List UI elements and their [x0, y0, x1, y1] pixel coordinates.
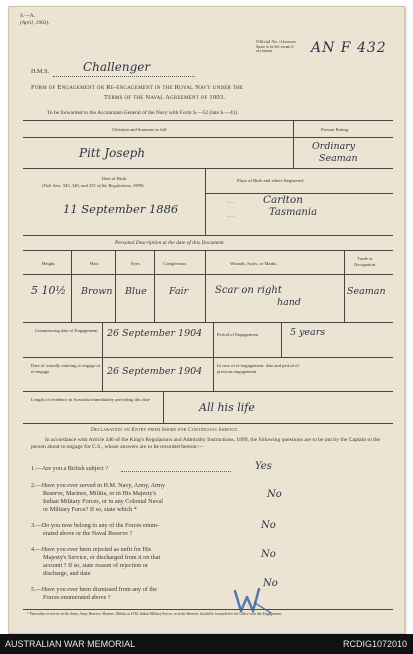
rating-label: Present Rating	[321, 127, 348, 132]
question-2-line3: Indian Military Forces, or in any Colonial Naval	[43, 498, 163, 505]
rule	[23, 168, 393, 169]
rule	[23, 274, 393, 275]
wounds-value-1: Scar on right	[215, 285, 282, 296]
question-4-line1: 4.—Have you ever been rejected as unfit for His	[31, 546, 152, 553]
footer-source: AUSTRALIAN WAR MEMORIAL	[5, 639, 136, 649]
ink-stamp-mark	[231, 585, 277, 617]
dots: ......	[227, 213, 234, 218]
hms-value: Challenger	[83, 60, 151, 74]
col-height: Height.	[42, 261, 56, 266]
dob-value: 11 September 1886	[63, 202, 179, 216]
forward-note: To be forwarded to the Accountant-General of the Navy with Form S.—52 (late S.—41).	[47, 110, 239, 116]
hms-label: H.M.S.	[31, 68, 50, 75]
question-1: 1.—Are you a British subject ?	[31, 465, 108, 472]
reengage-label: In case of re-engagement, date and period of previous engagement	[217, 363, 299, 374]
description-heading: Personal Description at the date of this Document.	[115, 240, 225, 246]
answer-1: Yes	[255, 461, 272, 472]
divider	[205, 169, 206, 235]
answer-3: No	[261, 520, 276, 531]
name-label: Christian and Surname in full.	[112, 127, 168, 132]
hms-dotted-line	[53, 76, 195, 77]
col-complexion: Complexion.	[163, 261, 187, 266]
official-no-value: AN F 432	[311, 40, 387, 56]
rule	[23, 423, 393, 424]
hair-value: Brown	[81, 286, 113, 297]
col-hair: Hair.	[90, 261, 100, 266]
commencing-value: 26 September 1904	[107, 328, 203, 339]
commencing-label: Commencing date of Engagement	[35, 328, 98, 333]
pob-label: Place of Birth and where Registered.	[237, 178, 305, 183]
name-value: Pitt Joseph	[79, 146, 146, 160]
dots	[121, 471, 231, 472]
dob-label: Date of Birth.	[102, 176, 128, 181]
rule	[23, 322, 393, 323]
question-3-line1: 3.—Do you now belong to any of the Forces enum-	[31, 522, 159, 529]
divider	[281, 323, 282, 357]
col-wounds: Wounds, Scars, or Marks.	[230, 261, 278, 266]
question-4-line3: account ? If so, state reason of rejection or	[43, 562, 148, 569]
divider	[205, 251, 206, 322]
question-2-line4: or Military Force? If so, state which *	[43, 506, 137, 513]
dots: ......	[227, 199, 234, 204]
question-5-line1: 5.—Have you ever been dismissed from any of the	[31, 586, 157, 593]
residence-label: Length of residence in Australia immediately preceding this date	[31, 397, 150, 402]
rule	[23, 137, 393, 138]
document-sheet	[8, 6, 405, 634]
rule	[23, 250, 393, 251]
pob-value-2: Tasmania	[269, 207, 318, 218]
residence-value: All his life	[199, 401, 255, 414]
official-no-label: Official No. if known.	[256, 39, 297, 44]
divider	[163, 392, 164, 423]
answer-2: No	[267, 489, 282, 500]
question-4-line4: discharge, and date	[43, 570, 91, 577]
divider	[115, 251, 116, 322]
dob-sub: (Vide Arts. 343, 346, and 351 of the Regulations, 1899).	[42, 183, 145, 188]
period-value: 5 years	[290, 327, 326, 338]
rule	[23, 391, 393, 392]
question-3-line2: erated above or the Naval Reserve ?	[43, 530, 133, 537]
actual-date-value: 26 September 1904	[107, 366, 203, 377]
rule	[23, 609, 393, 610]
period-label: Period of Engagement	[217, 332, 259, 337]
divider	[71, 251, 72, 322]
rule	[23, 120, 393, 121]
question-5-line2: Forces enumerated above ?	[43, 594, 111, 601]
archive-footer-bar	[0, 634, 413, 654]
divider	[293, 121, 294, 168]
footer-id: RCDIG1072010	[342, 639, 407, 649]
declaration-intro: In accordance with Article 346 of the King's Regulations and Admiralty Instructions, 1899, the following questions are to be put by the Captain to the person about to engage for C.S., whose answers are to be recorded hereon:—	[31, 437, 381, 450]
eyes-value: Blue	[125, 286, 147, 297]
col-eyes: Eyes.	[131, 261, 142, 266]
complexion-value: Fair	[169, 286, 189, 297]
rating-value-1: Ordinary	[312, 141, 356, 152]
answer-4: No	[261, 549, 276, 560]
official-no-note: Space to be left vacant if not known.	[256, 45, 294, 53]
footnote: * Particulars of service in the Army, Army Reserve, Marines, Militia, or H.M. Indian Military Forces, or in the Reserve, should be forwarded to the Office with this Engagement.	[27, 612, 282, 616]
rule	[23, 235, 393, 236]
divider	[344, 251, 345, 322]
wounds-value-2: hand	[277, 297, 301, 308]
question-2-line2: Reserve, Marines, Militia, or in His Majesty's	[43, 490, 156, 497]
rule	[23, 357, 393, 358]
form-title-line2: Terms of the Naval Agreement of 1903.	[104, 94, 226, 101]
pob-value-1: Carlton	[263, 194, 303, 206]
divider	[154, 251, 155, 322]
trade-value: Seaman	[347, 286, 386, 297]
form-date: (April, 1903).	[20, 20, 50, 26]
question-4-line2: Majesty's Service, or discharged from it on that	[43, 554, 161, 561]
col-trade: Trade or Occupation.	[353, 256, 377, 267]
form-code: S.—A.	[20, 13, 35, 19]
answer-5: No	[263, 578, 278, 589]
question-2-line1: 2.—Have you ever served in H.M. Navy, Army, Army	[31, 482, 166, 489]
height-value: 5 10½	[31, 284, 67, 297]
form-title-line1: Form of Engagement or Re-engagement in the Royal Navy under the	[31, 84, 244, 91]
declaration-heading: Declaration on Entry from Shore for Continuous Service.	[91, 427, 239, 433]
actual-date-label: Date of actually entering to engage or re-engage	[31, 363, 101, 374]
rating-value-2: Seaman	[319, 153, 358, 164]
